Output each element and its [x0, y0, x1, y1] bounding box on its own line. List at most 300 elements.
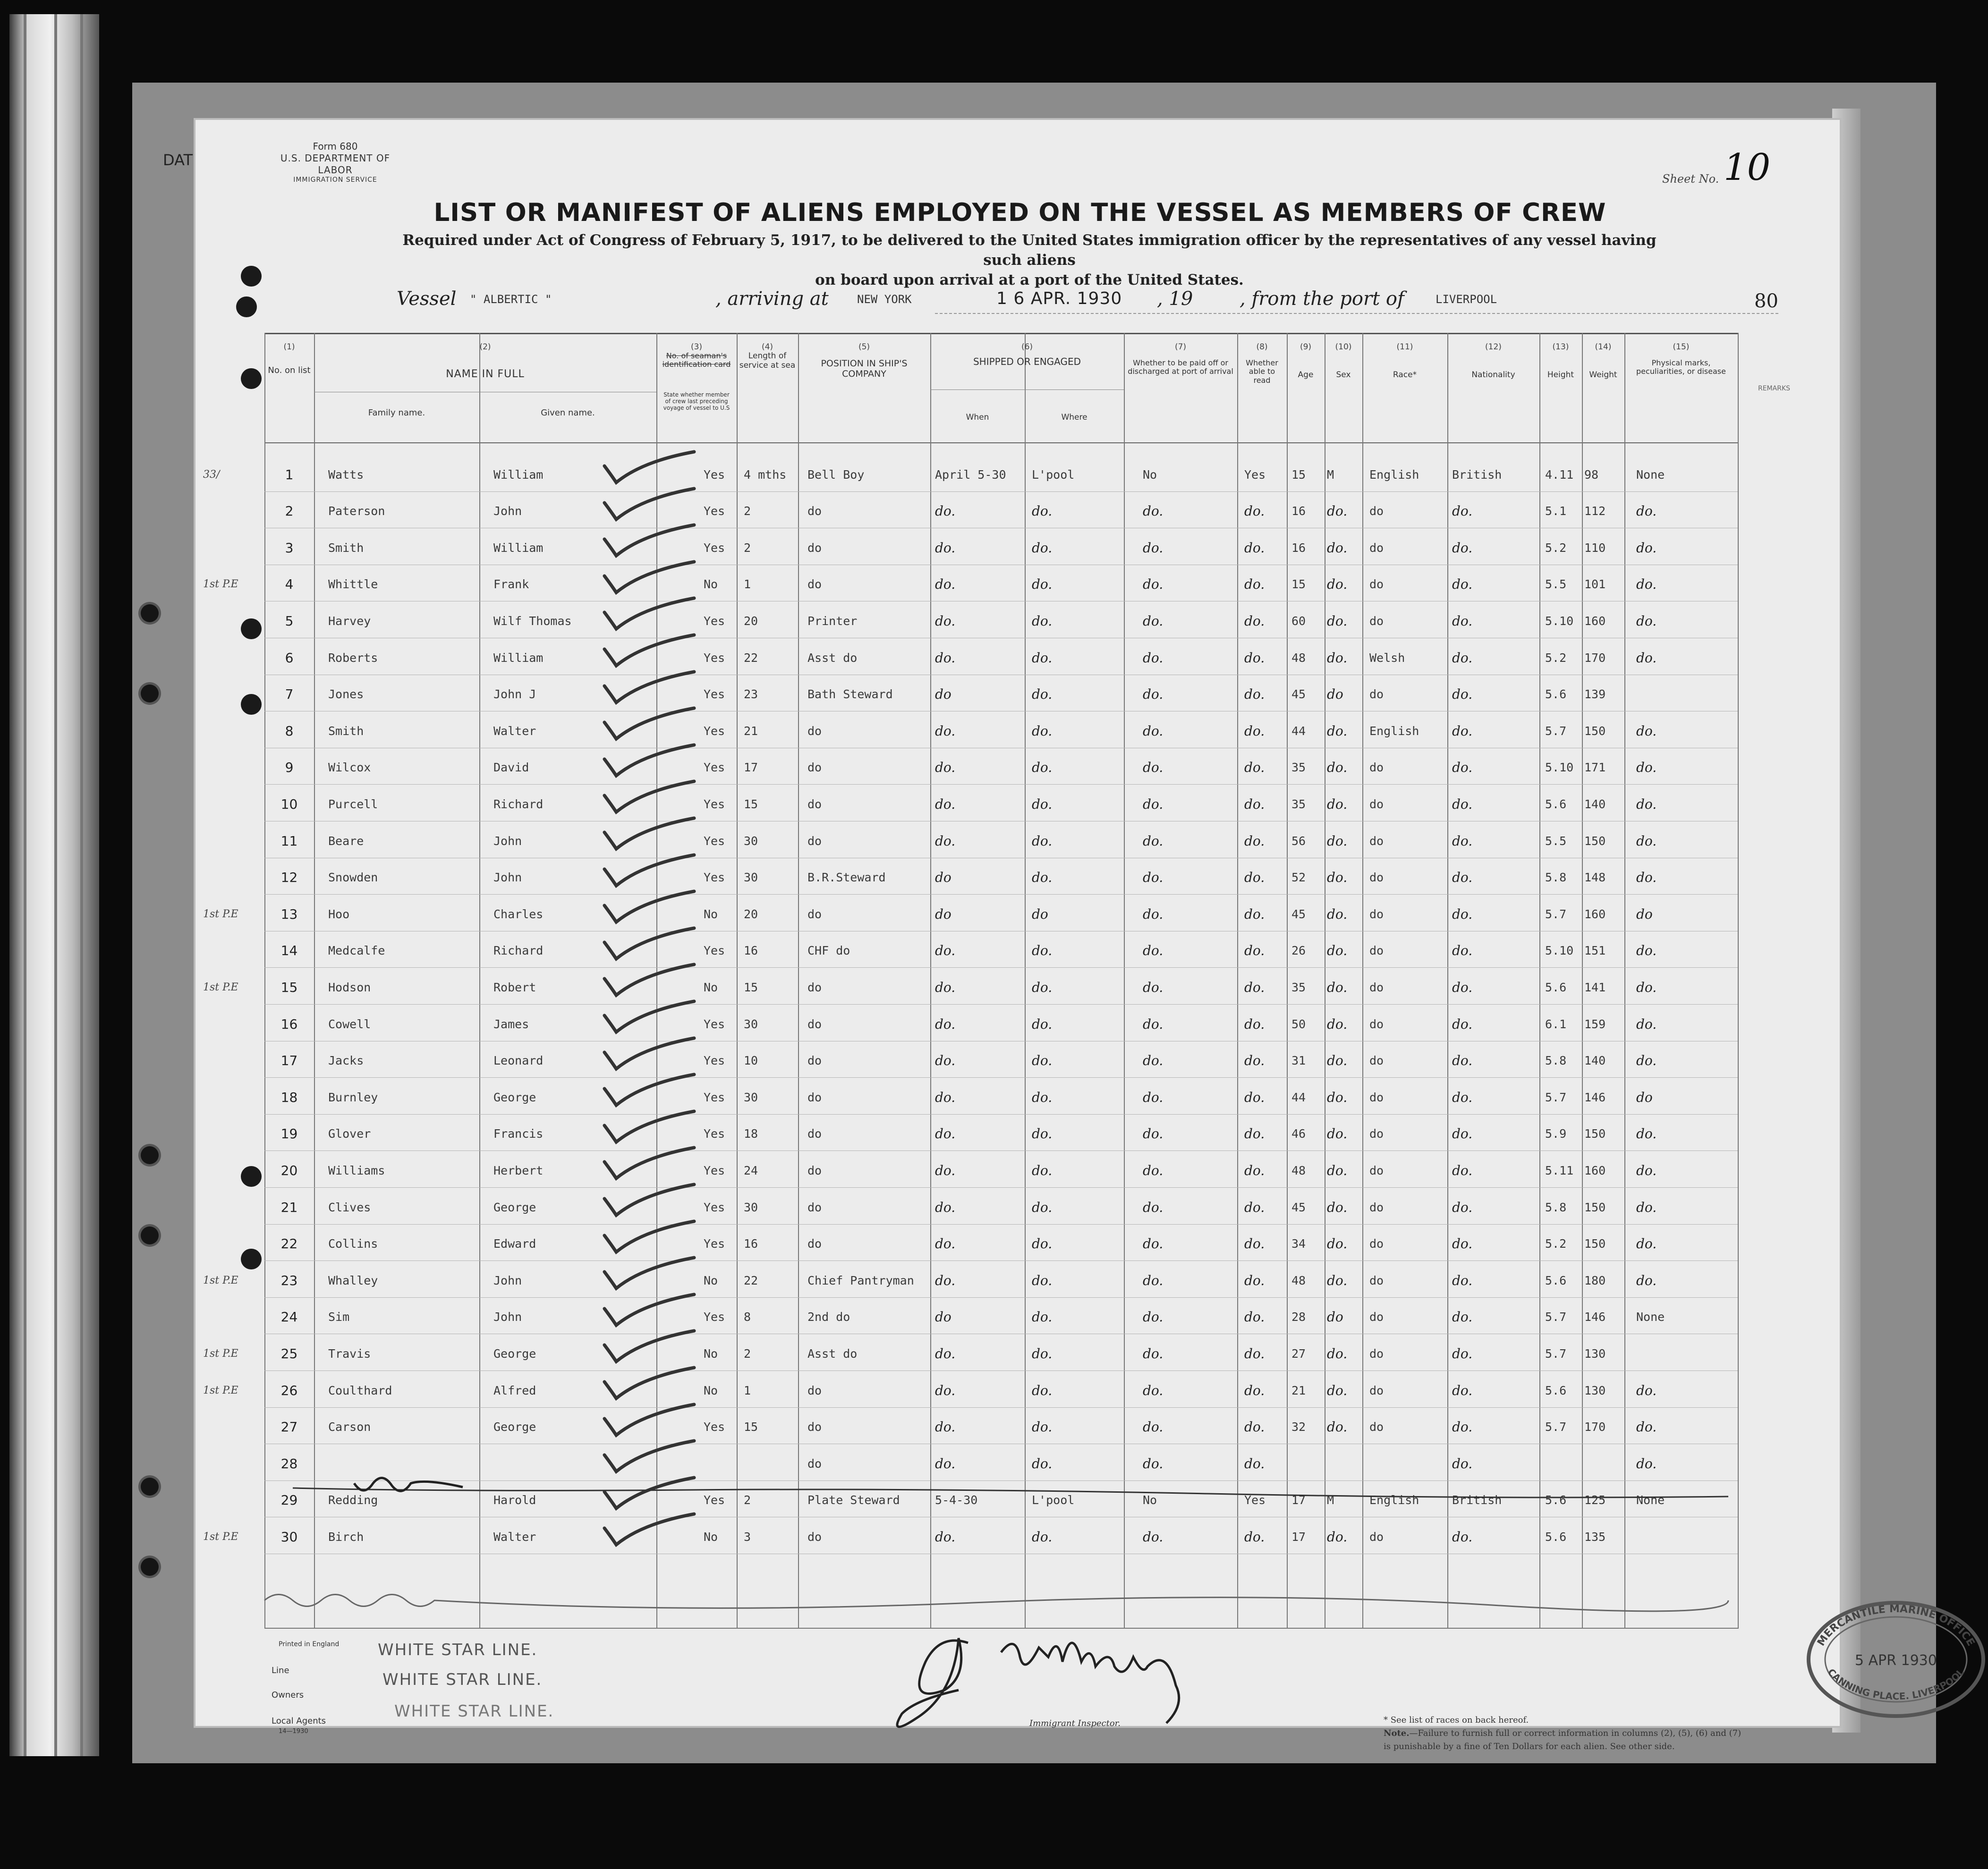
cell-nationality: do.: [1452, 1053, 1473, 1069]
table-row: [203, 1262, 1738, 1298]
cell-given: Richard: [493, 797, 544, 811]
cell-sex: do.: [1327, 723, 1348, 739]
cell-nationality: do.: [1452, 576, 1473, 592]
cell-given: John: [493, 1310, 522, 1324]
cell-no: 4: [285, 576, 294, 592]
cell-when: 5-4-30: [935, 1493, 978, 1507]
cell-given: Walter: [493, 1530, 536, 1544]
line-stamp: WHITE STAR LINE.: [378, 1641, 538, 1659]
cell-prev: Yes: [704, 504, 725, 518]
cell-marks: do.: [1636, 833, 1657, 849]
cell-race: do: [1369, 980, 1384, 994]
colnum-11: (11): [1396, 342, 1413, 352]
cell-when: do.: [935, 723, 956, 739]
cell-prev: Yes: [704, 1054, 725, 1068]
table-row: [203, 969, 1738, 1005]
cell-paid: do.: [1143, 1382, 1164, 1398]
cell-height: 5.7: [1545, 1090, 1567, 1104]
cell-prev: No: [704, 980, 718, 994]
cell-prev: No: [704, 1346, 718, 1361]
cell-paid: do.: [1143, 723, 1164, 739]
cell-family: Collins: [328, 1237, 378, 1251]
cell-read: do.: [1244, 1419, 1265, 1435]
cell-nationality: do.: [1452, 1382, 1473, 1398]
cell-marks: do.: [1636, 1419, 1657, 1435]
cell-age: [1291, 1446, 1325, 1481]
cell-paid: do.: [1143, 906, 1164, 922]
cell-no: 24: [280, 1309, 298, 1325]
cell-race: do: [1369, 541, 1384, 555]
cell-prev: Yes: [704, 614, 725, 628]
vessel-name: " ALBERTIC ": [470, 293, 552, 306]
cell-read: do.: [1244, 979, 1265, 995]
cell-service: 15: [744, 1420, 758, 1434]
colnum-12: (12): [1485, 342, 1502, 352]
punch-hole: [241, 1166, 262, 1187]
cell-given: Alfred: [493, 1383, 536, 1397]
cell-sex: do.: [1327, 796, 1348, 812]
cell-given: Walter: [493, 724, 536, 738]
cell-paid: No: [1143, 467, 1157, 482]
header-given-name: Given name.: [541, 408, 595, 418]
cell-sex: do.: [1327, 1126, 1348, 1142]
cell-nationality: do.: [1452, 979, 1473, 995]
cell-paid: do.: [1143, 833, 1164, 849]
cell-prev: No: [704, 907, 718, 921]
cell-when: do.: [935, 1089, 956, 1105]
cell-position: do: [807, 541, 822, 555]
cell-service: 2: [744, 1493, 751, 1507]
cell-sex: do.: [1327, 1089, 1348, 1105]
cell-read: do.: [1244, 686, 1265, 702]
header-id-card-note: State whether member of crew last preceding voyage of vessel to U.S: [663, 391, 730, 411]
cell-family: Cowell: [328, 1017, 371, 1031]
cell-age: 44: [1291, 1090, 1306, 1104]
table-row: [264, 677, 1738, 712]
cell-height: 5.6: [1545, 797, 1567, 811]
table-row: [203, 1336, 1738, 1371]
cell-nationality: do.: [1452, 1419, 1473, 1435]
cell-marks: None: [1636, 467, 1665, 482]
row-28-strike: [264, 1478, 1752, 1572]
cell-nationality: do.: [1452, 1529, 1473, 1545]
cell-nationality: do.: [1452, 870, 1473, 886]
cell-sex: do.: [1327, 1529, 1348, 1545]
cell-prev: Yes: [704, 1420, 725, 1434]
cell-family: [328, 1446, 479, 1481]
cell-prev: Yes: [704, 1017, 725, 1031]
cell-when: do.: [935, 760, 956, 776]
cell-age: 26: [1291, 944, 1306, 958]
cell-paid: do.: [1143, 686, 1164, 702]
printed-in-label: Printed in England: [279, 1641, 340, 1648]
cell-nationality: do.: [1452, 1309, 1473, 1325]
cell-height: 5.2: [1545, 541, 1567, 555]
note-text-2: is punishable by a fine of Ten Dollars for each alien. See other side.: [1384, 1742, 1675, 1751]
table-row: [264, 750, 1738, 786]
cell-age: 27: [1291, 1346, 1306, 1361]
cell-read: do.: [1244, 1199, 1265, 1215]
cell-family: Birch: [328, 1530, 364, 1544]
cell-no: 13: [280, 906, 298, 922]
table-row: [203, 567, 1738, 602]
cell-position: do: [807, 1383, 822, 1397]
cell-age: 16: [1291, 541, 1306, 555]
cell-where: do.: [1032, 1162, 1053, 1178]
cell-given: William: [493, 541, 544, 555]
table-row: [203, 896, 1738, 932]
cell-race: do: [1369, 1273, 1384, 1287]
cell-when: do: [935, 1309, 952, 1325]
colnum-2: (2): [479, 342, 491, 352]
cell-weight: 146: [1584, 1310, 1606, 1324]
agents-stamp: WHITE STAR LINE.: [394, 1702, 554, 1721]
cell-no: 27: [280, 1419, 298, 1435]
cell-when: do.: [935, 1053, 956, 1069]
cell-age: 48: [1291, 1273, 1306, 1287]
colnum-13: (13): [1552, 342, 1569, 352]
cell-position: do: [807, 504, 822, 518]
cell-service: 16: [744, 944, 758, 958]
cell-height: 5.9: [1545, 1127, 1567, 1141]
cell-paid: do.: [1143, 1309, 1164, 1325]
punch-hole: [241, 266, 262, 287]
cell-when: do.: [935, 613, 956, 629]
cell-paid: do.: [1143, 540, 1164, 556]
cell-given: Frank: [493, 577, 529, 592]
header-shipped: SHIPPED OR ENGAGED: [973, 356, 1081, 367]
cell-marks: do.: [1636, 1272, 1657, 1288]
cell-paid: do.: [1143, 796, 1164, 812]
cell-sex: do.: [1327, 760, 1348, 776]
cell-sex: do.: [1327, 943, 1348, 959]
cell-position: do: [807, 1127, 822, 1141]
cell-race: do: [1369, 1127, 1384, 1141]
cell-given: David: [493, 761, 529, 775]
cell-weight: 160: [1584, 1163, 1606, 1177]
cell-sex: do.: [1327, 833, 1348, 849]
cell-service: 22: [744, 1273, 758, 1287]
cell-marks: do.: [1636, 576, 1657, 592]
margin-annotation: 33/: [203, 468, 220, 481]
cell-sex: M: [1327, 467, 1334, 482]
cell-height: 5.7: [1545, 1310, 1567, 1324]
cell-given: James: [493, 1017, 529, 1031]
cell-prev: Yes: [704, 871, 725, 885]
cell-service: 30: [744, 1090, 758, 1104]
cell-position: do: [807, 1090, 822, 1104]
table-row: [264, 860, 1738, 896]
cell-where: do.: [1032, 1455, 1053, 1472]
reference-number: 80: [1754, 290, 1778, 312]
cell-weight: 101: [1584, 577, 1606, 592]
cell-weight: 150: [1584, 834, 1606, 848]
cell-position: do: [807, 797, 822, 811]
cell-marks: do.: [1636, 796, 1657, 812]
colnum-9: (9): [1300, 342, 1312, 352]
table-row: [264, 1189, 1738, 1225]
cell-read: do.: [1244, 1529, 1265, 1545]
cell-nationality: do.: [1452, 1345, 1473, 1362]
cell-given: Richard: [493, 944, 544, 958]
cell-given: Herbert: [493, 1163, 544, 1177]
cell-family: Roberts: [328, 651, 378, 665]
cell-height: 5.8: [1545, 1200, 1567, 1214]
cell-family: Redding: [328, 1493, 378, 1507]
cell-sex: do: [1327, 686, 1343, 702]
header-position: POSITION IN SHIP'S COMPANY: [821, 358, 908, 379]
punch-hole: [241, 618, 262, 639]
cell-when: do.: [935, 1236, 956, 1252]
cell-read: do.: [1244, 1309, 1265, 1325]
cell-marks: None: [1636, 1310, 1665, 1324]
cell-position: do: [807, 761, 822, 775]
cell-no: 2: [285, 503, 294, 519]
cell-family: Smith: [328, 541, 364, 555]
cell-paid: do.: [1143, 1162, 1164, 1178]
cell-race: do: [1369, 797, 1384, 811]
cell-where: do.: [1032, 1053, 1053, 1069]
cell-family: Burnley: [328, 1090, 378, 1104]
cell-when: do.: [935, 1382, 956, 1398]
header-remarks: REMARKS: [1758, 385, 1791, 392]
cell-given: Robert: [493, 980, 536, 994]
cell-family: Wilcox: [328, 761, 371, 775]
arriving-port: NEW YORK: [857, 293, 912, 306]
cell-weight: 140: [1584, 797, 1606, 811]
cell-weight: 130: [1584, 1346, 1606, 1361]
cell-marks: do.: [1636, 1126, 1657, 1142]
cell-sex: do.: [1327, 540, 1348, 556]
cell-paid: do.: [1143, 576, 1164, 592]
cell-read: do.: [1244, 1272, 1265, 1288]
colnum-6: (6): [1021, 342, 1033, 352]
cell-service: 15: [744, 980, 758, 994]
cell-given: George: [493, 1420, 536, 1434]
cell-where: do.: [1032, 723, 1053, 739]
cell-sex: [1327, 1446, 1362, 1481]
cell-weight: 150: [1584, 1237, 1606, 1251]
cell-marks: do.: [1636, 1382, 1657, 1398]
cell-age: 45: [1291, 1200, 1306, 1214]
from-port-label: , from the port of: [1240, 288, 1404, 310]
cell-read: do.: [1244, 906, 1265, 922]
cell-race: do: [1369, 1200, 1384, 1214]
cell-sex: do.: [1327, 1016, 1348, 1032]
cell-given: William: [493, 467, 544, 482]
form-print-code: 14—1930: [279, 1728, 308, 1735]
cell-position: Asst do: [807, 1346, 858, 1361]
table-row: [264, 1116, 1738, 1152]
cell-when: do.: [935, 833, 956, 849]
cell-where: do.: [1032, 1126, 1053, 1142]
cell-prev: Yes: [704, 1200, 725, 1214]
cell-race: [1369, 1446, 1447, 1481]
cell-service: 2: [744, 1346, 751, 1361]
cell-marks: do.: [1636, 1199, 1657, 1215]
cell-position: do: [807, 907, 822, 921]
cell-when: April 5-30: [935, 467, 1006, 482]
cell-read: do.: [1244, 1236, 1265, 1252]
cell-where: do.: [1032, 1272, 1053, 1288]
cell-height: 5.8: [1545, 1054, 1567, 1068]
subtitle-line-2: on board upon arrival at a port of the United States.: [815, 271, 1244, 288]
cell-age: 15: [1291, 467, 1306, 482]
cell-weight: 151: [1584, 944, 1606, 958]
cell-race: do: [1369, 504, 1384, 518]
cell-family: Jacks: [328, 1054, 364, 1068]
cell-position: do: [807, 980, 822, 994]
crew-table: [203, 333, 1738, 1629]
cell-sex: do.: [1327, 576, 1348, 592]
cell-age: 45: [1291, 907, 1306, 921]
cell-service: 18: [744, 1127, 758, 1141]
cell-service: 1: [744, 1383, 751, 1397]
cell-family: Snowden: [328, 871, 378, 885]
cell-service: 15: [744, 797, 758, 811]
races-footnote: * See list of races on back hereof.: [1384, 1715, 1529, 1725]
cell-paid: do.: [1143, 503, 1164, 519]
cell-service: 2: [744, 541, 751, 555]
cell-family: Clives: [328, 1200, 371, 1214]
cell-nationality: do.: [1452, 906, 1473, 922]
cell-age: 17: [1291, 1493, 1306, 1507]
cell-given: John: [493, 834, 522, 848]
cell-when: do.: [935, 979, 956, 995]
cell-position: do: [807, 1163, 822, 1177]
cell-sex: do.: [1327, 650, 1348, 666]
cell-sex: do.: [1327, 1419, 1348, 1435]
cell-paid: do.: [1143, 1016, 1164, 1032]
cell-paid: do.: [1143, 1455, 1164, 1472]
table-row: [264, 1226, 1738, 1262]
cell-marks: [1636, 677, 1738, 712]
cell-where: do.: [1032, 613, 1053, 629]
cell-marks: do.: [1636, 870, 1657, 886]
cell-where: do.: [1032, 1345, 1053, 1362]
cell-given: George: [493, 1346, 536, 1361]
cell-position: do: [807, 1420, 822, 1434]
cell-given: John: [493, 504, 522, 518]
cell-when: do.: [935, 650, 956, 666]
header-family-name: Family name.: [368, 408, 425, 418]
manifest-sheet: [194, 118, 1842, 1751]
cell-sex: M: [1327, 1493, 1334, 1507]
cell-age: 15: [1291, 577, 1306, 592]
cell-read: do.: [1244, 613, 1265, 629]
cell-position: do: [807, 724, 822, 738]
department-name: U.S. DEPARTMENT OF LABOR: [280, 152, 391, 176]
departure-port: LIVERPOOL: [1436, 293, 1497, 306]
cell-service: 16: [744, 1237, 758, 1251]
cell-height: 5.2: [1545, 651, 1567, 665]
cell-weight: 146: [1584, 1090, 1606, 1104]
cell-no: 28: [280, 1455, 298, 1472]
table-row: [264, 713, 1738, 749]
cell-prev: Yes: [704, 541, 725, 555]
cell-position: do: [807, 577, 822, 592]
cell-no: 25: [280, 1345, 298, 1362]
cell-height: 5.6: [1545, 1383, 1567, 1397]
cell-weight: 110: [1584, 541, 1606, 555]
cell-service: 23: [744, 687, 758, 702]
header-length-service: Length of service at sea: [739, 351, 796, 370]
cell-nationality: do.: [1452, 1455, 1473, 1472]
cell-read: do.: [1244, 576, 1265, 592]
cell-weight: 98: [1584, 467, 1599, 482]
cell-height: 5.8: [1545, 871, 1567, 885]
cell-position: Plate Steward: [807, 1493, 900, 1507]
cell-no: 23: [280, 1272, 298, 1288]
cell-race: do: [1369, 614, 1384, 628]
cell-service: 30: [744, 834, 758, 848]
cell-paid: do.: [1143, 1272, 1164, 1288]
cell-no: 8: [285, 723, 294, 739]
line-label: Line: [272, 1666, 289, 1675]
cell-sex: do.: [1327, 979, 1348, 995]
cell-weight: 170: [1584, 1420, 1606, 1434]
cell-given: Charles: [493, 907, 544, 921]
note-text-1: —Failure to furnish full or correct information in columns (2), (5), (6) and (7): [1409, 1728, 1742, 1738]
punch-hole: [241, 368, 262, 389]
cell-age: 17: [1291, 1530, 1306, 1544]
cell-no: 26: [280, 1382, 298, 1398]
cell-no: 16: [280, 1016, 298, 1032]
cell-marks: do.: [1636, 1053, 1657, 1069]
cell-read: do.: [1244, 540, 1265, 556]
cell-when: do.: [935, 1419, 956, 1435]
cell-family: Hoo: [328, 907, 350, 921]
cell-age: 52: [1291, 871, 1306, 885]
cell-race: Welsh: [1369, 651, 1405, 665]
cell-service: 20: [744, 907, 758, 921]
cell-given: George: [493, 1090, 536, 1104]
cell-paid: do.: [1143, 1419, 1164, 1435]
cell-position: do: [807, 1017, 822, 1031]
cell-prev: Yes: [704, 834, 725, 848]
cell-height: 5.1: [1545, 504, 1567, 518]
header-paid-off: Whether to be paid off or discharged at port of arrival: [1128, 358, 1233, 376]
cell-given: William: [493, 651, 544, 665]
cell-age: 56: [1291, 834, 1306, 848]
cell-nationality: do.: [1452, 833, 1473, 849]
margin-annotation: 1st P.E: [203, 1531, 238, 1543]
cell-marks: do.: [1636, 943, 1657, 959]
cell-given: Francis: [493, 1127, 544, 1141]
cell-position: CHF do: [807, 944, 850, 958]
colnum-4: (4): [761, 342, 773, 352]
cell-weight: 141: [1584, 980, 1606, 994]
cell-service: 4 mths: [744, 467, 787, 482]
cell-height: 5.7: [1545, 1346, 1567, 1361]
cell-weight: 130: [1584, 1383, 1606, 1397]
cell-marks: do.: [1636, 760, 1657, 776]
cell-prev: Yes: [704, 761, 725, 775]
table-row: [264, 603, 1738, 639]
penalty-note: [1384, 1727, 1741, 1753]
cell-where: do.: [1032, 1089, 1053, 1105]
cell-height: 5.7: [1545, 1420, 1567, 1434]
cell-when: do: [935, 686, 952, 702]
table-row: [203, 457, 1738, 492]
cell-marks: None: [1636, 1493, 1665, 1507]
cell-height: 5.10: [1545, 761, 1574, 775]
cell-prev: Yes: [704, 724, 725, 738]
cell-marks: do.: [1636, 1162, 1657, 1178]
cell-race: do: [1369, 907, 1384, 921]
cell-where: do.: [1032, 796, 1053, 812]
cell-marks: do.: [1636, 613, 1657, 629]
